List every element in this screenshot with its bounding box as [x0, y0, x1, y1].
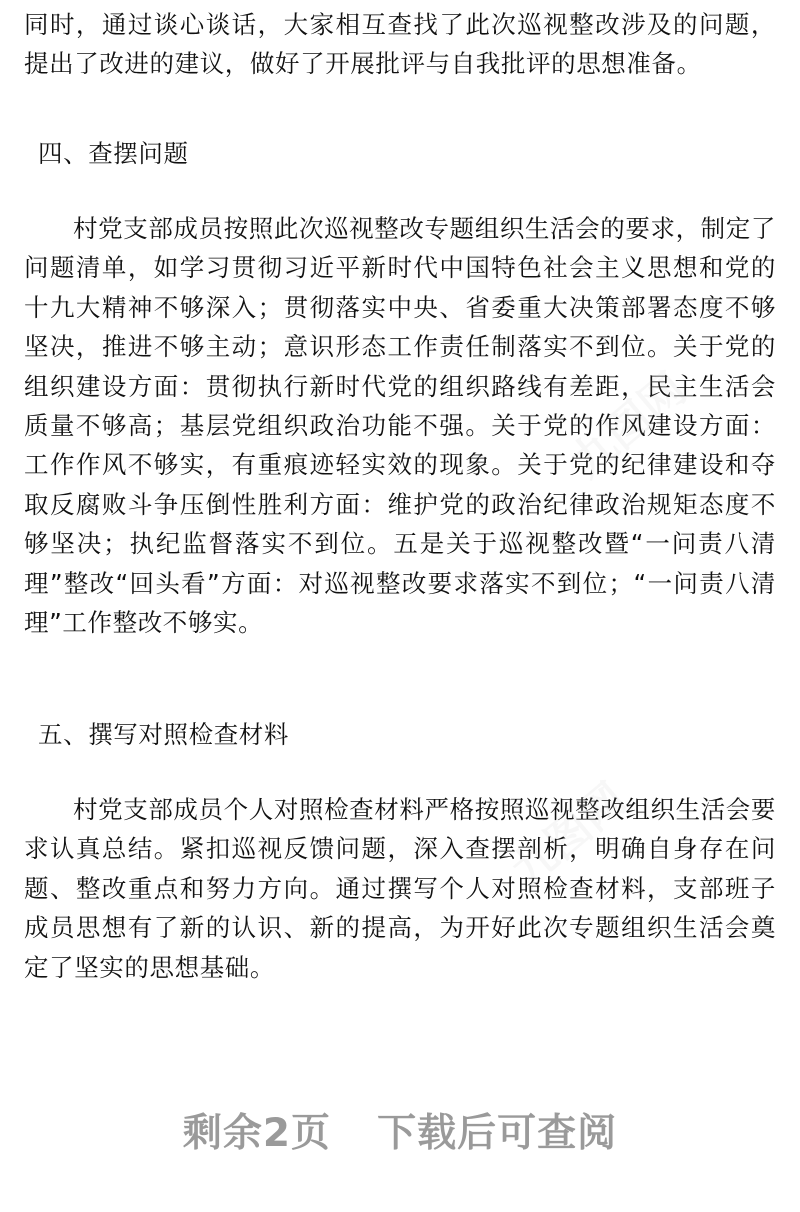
section-5-body-paragraph: 村党支部成员个人对照检查材料严格按照巡视整改组织生活会要求认真总结。紧扣巡视反馈问题，深入查摆剖析，明确自身存在问题、整改重点和努力方向。通过撰写个人对照检查材料，支部班子成员思想有了新的认识、新的提高，为开好此次专题组织生活会奠定了坚实的思想基础。	[24, 795, 776, 982]
section-4-body-paragraph: 村党支部成员按照此次巡视整改专题组织生活会的要求，制定了问题清单，如学习贯彻习近平新时代中国特色社会主义思想和党的十九大精神不够深入；贯彻落实中央、省委重大决策部署态度不够坚决，推进不够主动；意识形态工作责任制落实不到位。关于党的组织建设方面：贯彻执行新时代党的组织路线有差距，民主生活会质量不够高；基层党组织政治功能不强。关于党的作风建设方面：工作作风不够实，有重痕迹轻实效的现象。关于党的纪律建设和夺取反腐败斗争压倒性胜利方面：维护党的政治纪律政治规矩态度不够坚决；执纪监督落实不到位。五是关于巡视整改暨“一问责八清理”整改“回头看”方面：对巡视整改要求落实不到位；“一问责八清理”工作整改不够实。	[24, 214, 776, 638]
watermark-logo: 九图网	[561, 363, 696, 488]
watermark-logo: 九图网	[501, 773, 636, 898]
section-4-heading: 四、查摆问题	[38, 139, 189, 168]
remaining-pages-label: 剩余2页	[182, 1111, 332, 1156]
intro-continuation-paragraph: 同时，通过谈心谈话，大家相互查找了此次巡视整改涉及的问题，提出了改进的建议，做好了开展批评与自我批评的思想准备。	[24, 10, 776, 79]
download-prompt[interactable]	[0, 1110, 800, 1158]
download-hint-label: 下载后可查阅	[377, 1111, 618, 1156]
section-5-heading: 五、撰写对照检查材料	[38, 720, 289, 749]
